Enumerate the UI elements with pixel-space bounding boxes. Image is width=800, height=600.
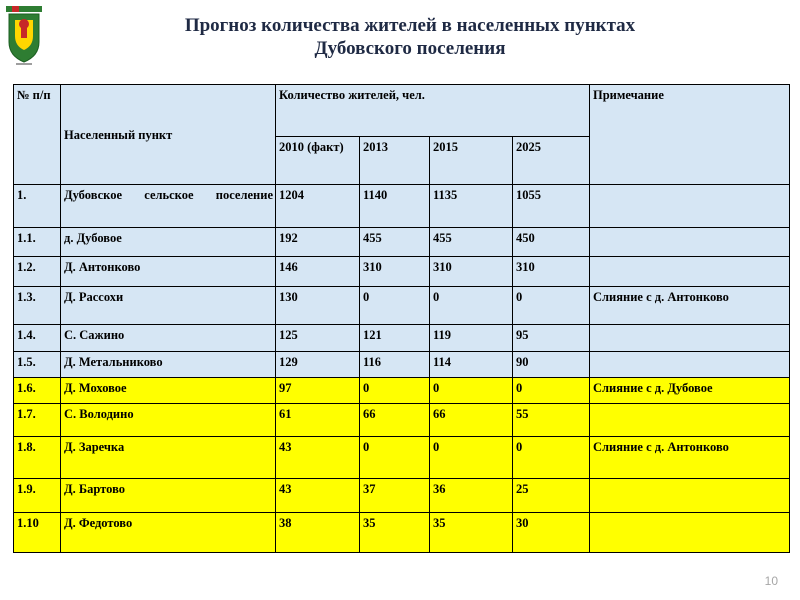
row-2013: 310 [360, 257, 430, 287]
row-note [590, 257, 790, 287]
row-settlement: Д. Моховое [61, 378, 276, 404]
row-2025: 30 [513, 513, 590, 553]
table-row [14, 228, 790, 257]
header-population: Количество жителей, чел. [276, 85, 590, 137]
row-settlement: С. Володино [61, 404, 276, 437]
row-2010: 130 [276, 287, 360, 325]
row-2025: 0 [513, 287, 590, 325]
row-2010: 61 [276, 404, 360, 437]
header-note: Примечание [590, 85, 790, 185]
row-2013: 35 [360, 513, 430, 553]
row-2025: 0 [513, 378, 590, 404]
row-2010: 125 [276, 325, 360, 352]
table-row [14, 513, 790, 553]
row-2013: 116 [360, 352, 430, 378]
row-2013: 0 [360, 378, 430, 404]
row-2013: 0 [360, 437, 430, 479]
row-num: 1.8. [14, 437, 61, 479]
row-2025: 1055 [513, 185, 590, 228]
row-num: 1.2. [14, 257, 61, 287]
row-2025: 95 [513, 325, 590, 352]
page-title-line2: Дубовского поселения [314, 38, 506, 59]
row-2025: 90 [513, 352, 590, 378]
row-note [590, 228, 790, 257]
row-num: 1.1. [14, 228, 61, 257]
table-row [14, 287, 790, 325]
row-2013: 37 [360, 479, 430, 513]
row-2015: 35 [430, 513, 513, 553]
row-2025: 0 [513, 437, 590, 479]
row-settlement: Д. Бартово [61, 479, 276, 513]
row-num: 1.4. [14, 325, 61, 352]
page-number: 10 [764, 574, 778, 588]
row-note [590, 513, 790, 553]
row-2013: 0 [360, 287, 430, 325]
row-num: 1. [14, 185, 61, 228]
coat-of-arms-icon [6, 6, 42, 66]
row-2025: 55 [513, 404, 590, 437]
row-2015: 1135 [430, 185, 513, 228]
row-2015: 310 [430, 257, 513, 287]
row-2015: 455 [430, 228, 513, 257]
row-num: 1.3. [14, 287, 61, 325]
row-settlement: Дубовское сельское поселение [61, 185, 276, 228]
table-row [14, 404, 790, 437]
row-2013: 66 [360, 404, 430, 437]
row-2025: 25 [513, 479, 590, 513]
row-2015: 66 [430, 404, 513, 437]
row-settlement: Д. Заречка [61, 437, 276, 479]
row-settlement: Д. Антонково [61, 257, 276, 287]
row-2013: 455 [360, 228, 430, 257]
row-2015: 36 [430, 479, 513, 513]
table-row [14, 257, 790, 287]
page-title [60, 14, 760, 60]
row-2025: 450 [513, 228, 590, 257]
row-2010: 1204 [276, 185, 360, 228]
header-num: № п/п [14, 85, 61, 185]
table-row [14, 437, 790, 479]
row-note [590, 325, 790, 352]
header-settlement: Населенный пункт [61, 85, 276, 185]
page-title-line1: Прогноз количества жителей в населенных пунктах [184, 15, 636, 36]
row-settlement: Д. Метальниково [61, 352, 276, 378]
table-row [14, 378, 790, 404]
row-note [590, 404, 790, 437]
row-2015: 114 [430, 352, 513, 378]
row-2015: 0 [430, 287, 513, 325]
row-note [590, 479, 790, 513]
row-num: 1.10 [14, 513, 61, 553]
row-2010: 97 [276, 378, 360, 404]
row-settlement: С. Сажино [61, 325, 276, 352]
row-2010: 43 [276, 479, 360, 513]
header-year-2010: 2010 (факт) [276, 137, 360, 185]
row-note: Слияние с д. Дубовое [590, 378, 790, 404]
row-num: 1.6. [14, 378, 61, 404]
header-year-2025: 2025 [513, 137, 590, 185]
row-note: Слияние с д. Антонково [590, 287, 790, 325]
row-settlement: д. Дубовое [61, 228, 276, 257]
row-2010: 38 [276, 513, 360, 553]
table-row [14, 352, 790, 378]
table-row [14, 325, 790, 352]
row-2010: 192 [276, 228, 360, 257]
row-2010: 129 [276, 352, 360, 378]
row-2013: 121 [360, 325, 430, 352]
row-settlement: Д. Федотово [61, 513, 276, 553]
row-note [590, 185, 790, 228]
table-row [14, 479, 790, 513]
row-settlement: Д. Рассохи [61, 287, 276, 325]
row-2015: 119 [430, 325, 513, 352]
row-note: Слияние с д. Антонково [590, 437, 790, 479]
row-note [590, 352, 790, 378]
row-num: 1.5. [14, 352, 61, 378]
row-2013: 1140 [360, 185, 430, 228]
row-2025: 310 [513, 257, 590, 287]
row-2015: 0 [430, 437, 513, 479]
row-2010: 43 [276, 437, 360, 479]
row-2015: 0 [430, 378, 513, 404]
table-row [14, 185, 790, 228]
row-num: 1.7. [14, 404, 61, 437]
population-table [13, 84, 790, 553]
header-year-2013: 2013 [360, 137, 430, 185]
row-num: 1.9. [14, 479, 61, 513]
header-year-2015: 2015 [430, 137, 513, 185]
row-2010: 146 [276, 257, 360, 287]
